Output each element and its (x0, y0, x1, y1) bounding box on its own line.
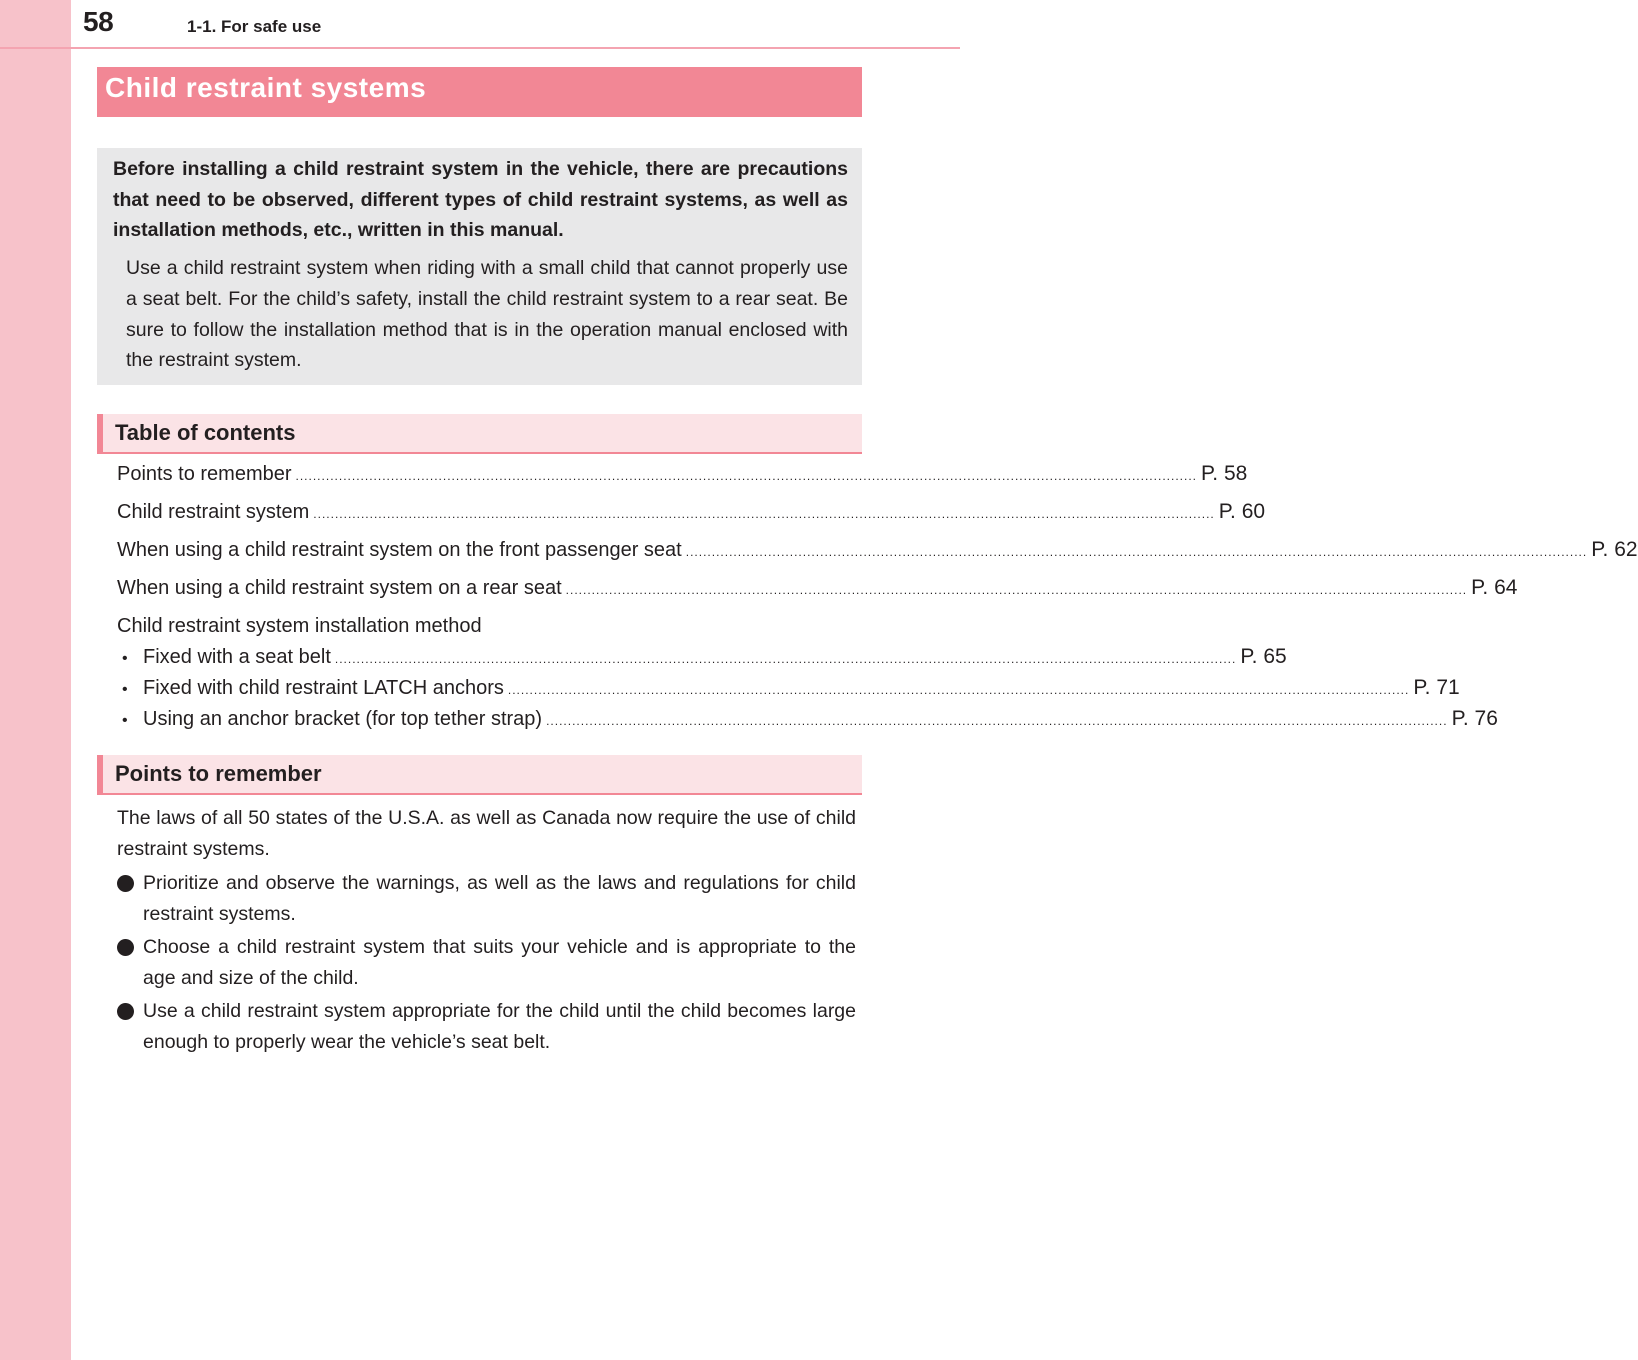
points-intro: The laws of all 50 states of the U.S.A. as well as Canada now require the use of child restraint systems. (117, 807, 856, 860)
toc-item-label: Child restraint system (117, 501, 310, 523)
section-heading-label: Points to remember (115, 761, 322, 786)
section-heading-toc (97, 414, 862, 454)
bullet-dot (117, 1003, 134, 1020)
toc-sub-bullet: • (122, 712, 128, 729)
page-title: Child restraint systems (105, 72, 427, 103)
toc-leader: ................................................................................................................................................................................................................ (313, 507, 1215, 521)
toc-item-label: Points to remember (117, 463, 292, 485)
intro-body: Use a child restraint system when riding with a small child that cannot properly use a seat belt. For the child’s safety, install the child restraint system to a rear seat. Be sure to follow the installation method that is in the operation manual enclosed with the restraint system. (126, 257, 848, 372)
bullet-dot (117, 939, 134, 956)
toc-item-label: Fixed with child restraint LATCH anchors (143, 677, 504, 699)
toc-sub-item[interactable] (143, 676, 1460, 706)
section-path: 1-1. For safe use (187, 17, 322, 36)
toc-leader: ................................................................................................................................................................................................................ (685, 545, 1588, 559)
toc-item[interactable] (117, 462, 1248, 492)
toc-sub-item[interactable] (143, 707, 1498, 737)
toc-sub-item[interactable] (143, 645, 1287, 675)
page-number: 58 (83, 6, 114, 37)
toc-item[interactable] (117, 576, 1518, 606)
toc-page-ref[interactable]: P. 65 (1240, 645, 1287, 668)
toc-page-ref[interactable]: P. 62 (1591, 538, 1638, 561)
section-accent (97, 414, 103, 452)
header-rule (0, 47, 960, 49)
page-header (0, 0, 960, 50)
points-bullet-text: Use a child restraint system appropriate for the child until the child becomes large enough to properly wear the vehicle’s seat belt. (143, 1000, 856, 1053)
toc-page-ref[interactable]: P. 76 (1451, 707, 1498, 730)
toc-item[interactable] (117, 500, 1266, 530)
toc-item-label: When using a child restraint system on a rear seat (117, 577, 562, 599)
toc-page-ref[interactable]: P. 64 (1471, 576, 1518, 599)
toc-sub-bullet: • (122, 681, 128, 698)
toc-item[interactable] (117, 538, 1638, 568)
toc-sub-bullet: • (122, 650, 128, 667)
toc-page-ref[interactable]: P. 60 (1218, 500, 1266, 523)
toc-leader: ................................................................................................................................................................................................................ (507, 683, 1410, 697)
toc-item-label: Using an anchor bracket (for top tether strap) (143, 708, 543, 730)
section-heading-label: Table of contents (115, 420, 296, 445)
section-heading-points (97, 755, 862, 795)
toc-leader: ................................................................................................................................................................................................................ (546, 714, 1448, 728)
toc-leader: ................................................................................................................................................................................................................ (565, 583, 1468, 597)
toc-group-heading: Child restraint system installation method (117, 615, 482, 637)
toc-page-ref[interactable]: P. 71 (1413, 676, 1460, 699)
toc-leader: ................................................................................................................................................................................................................ (295, 469, 1197, 483)
toc-leader: ................................................................................................................................................................................................................ (334, 652, 1237, 666)
intro-box (97, 148, 862, 385)
toc-page-ref[interactable]: P. 58 (1200, 462, 1248, 485)
intro-summary: Before installing a child restraint system in the vehicle, there are precautions that need to be observed, different types of child restraint systems, as well as installation methods, etc., written in this manual. (113, 158, 848, 241)
page-title-bar (97, 67, 862, 117)
section-accent (97, 755, 103, 793)
bullet-dot (117, 875, 134, 892)
points-bullet-text: Choose a child restraint system that suits your vehicle and is appropriate to the age and size of the child. (143, 936, 856, 989)
points-bullet-text: Prioritize and observe the warnings, as well as the laws and regulations for child restraint systems. (143, 872, 856, 925)
toc-item-label: Fixed with a seat belt (143, 646, 331, 668)
side-strip (0, 0, 71, 1360)
toc-item-label: When using a child restraint system on the front passenger seat (117, 539, 682, 561)
